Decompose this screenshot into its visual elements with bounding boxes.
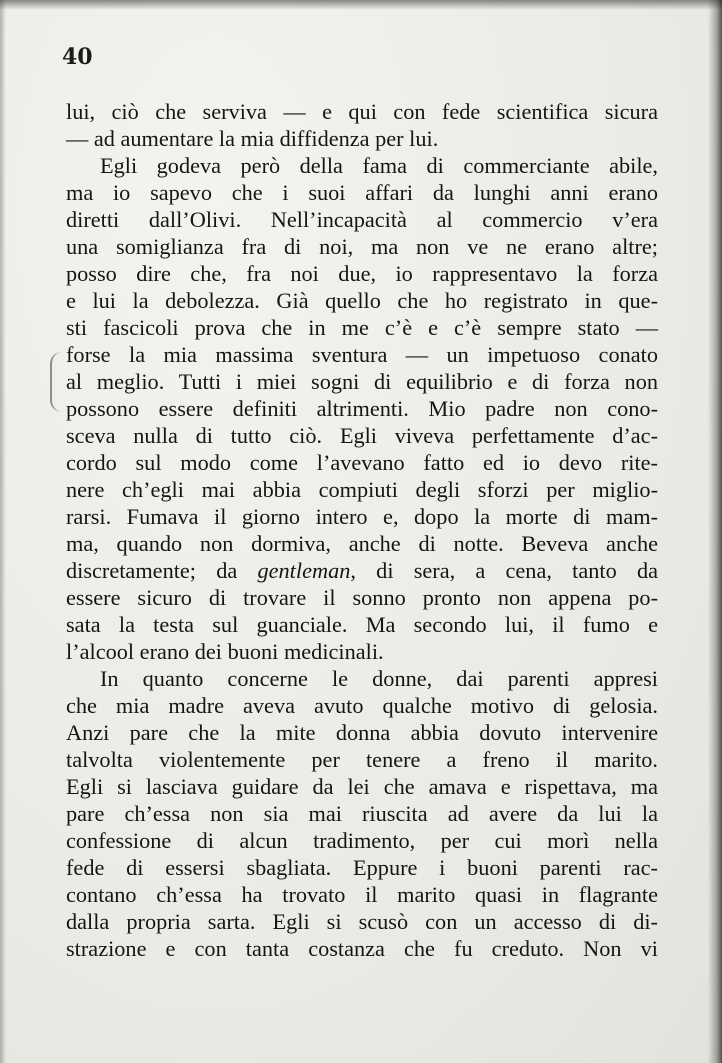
margin-pencil-mark <box>50 352 62 412</box>
text-line: sata la testa sul guanciale. Ma secondo lui, il fumo e <box>66 612 658 637</box>
text-line: essere sicuro di trovare il sonno pronto non appena po- <box>66 585 658 610</box>
text-line: talvolta violentemente per tenere a freno il marito. <box>66 747 658 772</box>
text-line: e lui la debolezza. Già quello che ho registrato in que- <box>66 288 658 313</box>
text-line: rarsi. Fumava il giorno intero e, dopo la morte di mam- <box>66 504 658 529</box>
text-line: lui, ciò che serviva — e qui con fede scientifica sicura <box>66 99 658 124</box>
text-line: diretti dall’Olivi. Nell’incapacità al commercio v’era <box>66 207 658 232</box>
paragraph-start-line: Egli godeva però della fama di commerciante abile, <box>100 153 658 178</box>
text-line-with-italic <box>66 557 658 584</box>
text-line: dalla propria sarta. Egli si scusò con un accesso di di- <box>66 909 658 934</box>
text-line: ma io sapevo che i suoi affari da lunghi anni erano <box>66 180 658 205</box>
text-line: Anzi pare che la mite donna abbia dovuto intervenire <box>66 720 658 745</box>
page-top-shadow <box>0 0 722 10</box>
text-line: una somiglianza fra di noi, ma non ve ne erano altre; <box>66 234 658 259</box>
italic-word: gentleman <box>257 558 351 583</box>
text-line: fede di essersi sbagliata. Eppure i buoni parenti rac- <box>66 855 658 880</box>
text-line: sceva nulla di tutto ciò. Egli viveva perfettamente d’ac- <box>66 423 658 448</box>
page-left-shadow <box>0 0 6 1063</box>
paragraph-start-line: In quanto concerne le donne, dai parenti appresi <box>100 666 658 691</box>
text-line: — ad aumentare la mia diffidenza per lui. <box>66 126 439 151</box>
text-line: l’alcool erano dei buoni medicinali. <box>66 639 384 664</box>
page-number: 40 <box>62 44 93 70</box>
body-text <box>66 98 658 962</box>
text-line: che mia madre aveva avuto qualche motivo di gelosia. <box>66 693 658 718</box>
text-line: Egli si lasciava guidare da lei che amava e rispettava, ma <box>66 774 658 799</box>
text-line: sti fascicoli prova che in me c’è e c’è sempre stato — <box>66 315 658 340</box>
text-line: possono essere definiti altrimenti. Mio padre non cono- <box>66 396 658 421</box>
page-binding-shadow <box>708 0 722 1063</box>
text-line: contano ch’essa ha trovato il marito quasi in flagrante <box>66 882 658 907</box>
text-line: confessione di alcun tradimento, per cui morì nella <box>66 828 658 853</box>
text-segment: discretamente; da <box>66 558 258 583</box>
text-line: forse la mia massima sventura — un impetuoso conato <box>66 342 658 367</box>
text-line: cordo sul modo come l’avevano fatto ed io devo rite- <box>66 450 658 475</box>
text-line: nere ch’egli mai abbia compiuti degli sforzi per miglio- <box>66 477 658 502</box>
text-line: pare ch’essa non sia mai riuscita ad avere da lui la <box>66 801 658 826</box>
text-line: strazione e con tanta costanza che fu creduto. Non vi <box>66 936 658 961</box>
text-line: posso dire che, fra noi due, io rappresentavo la forza <box>66 261 658 286</box>
text-line: ma, quando non dormiva, anche di notte. Beveva anche <box>66 531 658 556</box>
text-line: al meglio. Tutti i miei sogni di equilibrio e di forza non <box>66 369 658 394</box>
text-segment: , di sera, a cena, tanto da <box>350 558 658 583</box>
